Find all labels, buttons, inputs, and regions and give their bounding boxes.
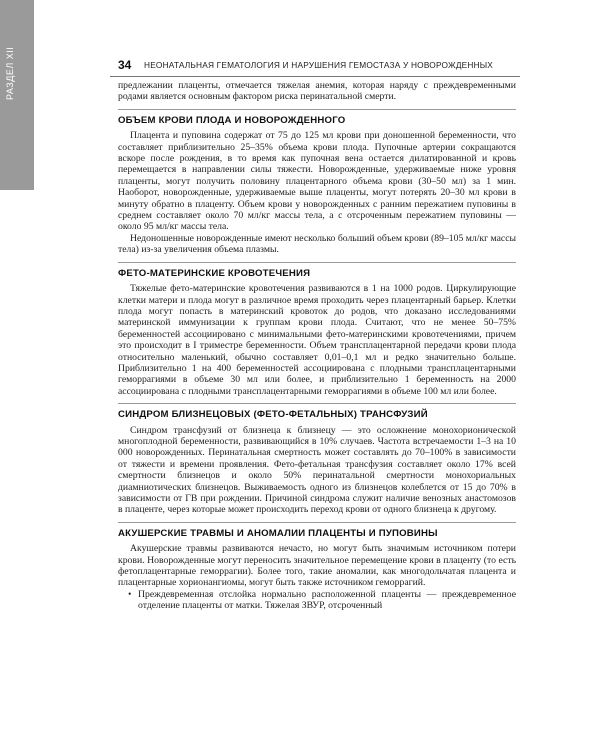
page-number: 34 [118, 58, 132, 72]
header-divider [110, 76, 520, 77]
bullet-item [118, 589, 516, 612]
section-side-tab [0, 0, 34, 190]
body-paragraph: Тяжелые фето-материнские кровотечения развиваются в 1 на 1000 родов. Циркулирующие клетки матери и плода могут в различное время проходить через плацентарный барьер. Клетки плода могут попасть в материнский кровоток до родов, что доказано исследованиями материнской иммунизации к группам крови плода. Считают, что не менее 50–75% беременностей ассоциировано с минимальными фето-материнскими кровотечениями, причем это происходит в I триместре беременности. Объем трансплацентарной передачи крови плода относительно маленький, обычно составляет 0,01–0,1 мл и редко значительно больше. Приблизительно 1 на 400 беременностей ассоциирована с плодными трансплацентарными геморрагиями в объеме 30 мл или более, и приблизительно 1 беременность на 2000 ассоциирована с плодными трансплацентарными геморрагиями в объеме 100 мл или более. [118, 283, 516, 397]
section-side-label: РАЗДЕЛ XII [5, 46, 15, 100]
page-header [118, 58, 518, 72]
section-heading-blood-volume: ОБЪЕМ КРОВИ ПЛОДА И НОВОРОЖДЕННОГО [118, 109, 516, 126]
section-heading-twin-transfusion: СИНДРОМ БЛИЗНЕЦОВЫХ (ФЕТО-ФЕТАЛЬНЫХ) ТРАНСФУЗИЙ [118, 403, 516, 420]
body-paragraph: Недоношенные новорожденные имеют несколько больший объем крови (89–105 мл/кг массы тела) из-за увеличения объема плазмы. [118, 232, 516, 256]
running-title: НЕОНАТАЛЬНАЯ ГЕМАТОЛОГИЯ И НАРУШЕНИЯ ГЕМОСТАЗА У НОВОРОЖДЕННЫХ [144, 60, 494, 70]
body-paragraph: Синдром трансфузий от близнеца к близнецу — это осложнение монохорионической многоплодной беременности, развивающийся в 10% случаев. Частота встречаемости 1–3 на 10 000 новорожденных. Перинатальная смертность может составлять до 70–100% в зависимости от тяжести и времени проявления. Фето-фетальная трансфузия составляет около 17% всей смертности близнецов и около 50% перинатальной смертности монохориальных диамниотических близнецов. Выживаемость одного из близнецов колеблется от 15 до 70% в зависимости от ГВ при рождении. Причиной синдрома служит наличие венозных анастомозов в плаценте, через которые может происходить переход крови от одного близнеца к другому. [118, 424, 516, 516]
bullet-dot-icon: • [128, 588, 132, 600]
intro-paragraph: предлежании плаценты, отмечается тяжелая анемия, которая наряду с преждевременными родами является основным фактором риска перинатальной смерти. [118, 80, 516, 103]
page-body [118, 80, 516, 612]
section-heading-obstetric-trauma: АКУШЕРСКИЕ ТРАВМЫ И АНОМАЛИИ ПЛАЦЕНТЫ И ПУПОВИНЫ [118, 522, 516, 539]
section-heading-feto-maternal: ФЕТО-МАТЕРИНСКИЕ КРОВОТЕЧЕНИЯ [118, 262, 516, 279]
body-paragraph: Акушерские травмы развиваются нечасто, но могут быть значимым источником потери крови. Новорожденные могут переносить значительное перемещение крови в плаценту (то есть фетоплацентарные геморрагии). Более того, такие аномалии, как многодольчатая плацента и плацентарные хорионангиомы, могут быть также источником геморрагий. [118, 543, 516, 589]
bullet-text: Преждевременная отслойка нормально расположенной плаценты — преждевременное отделение плаценты от матки. Тяжелая ЗВУР, отсроченный [138, 588, 516, 612]
body-paragraph: Плацента и пуповина содержат от 75 до 125 мл крови при доношенной беременности, что составляет приблизительно 25–35% объема крови плода. Пупочные артерии сокращаются вскоре после рождения, в то время как пупочная вена остается дилатированной и кровь перемещается в направлении силы тяжести. Новорожденные, удерживаемые ниже уровня плаценты, могут получить половину плацентарного объема крови (30–50 мл) за 1 мин. Наоборот, новорожденные, удерживаемые выше плаценты, могут потерять 20–30 мл крови в минуту обратно в плаценту. Объем крови у новорожденных с ранним пережатием пуповины в среднем составляет около 70 мл/кг массы тела, а с отсроченным пережатием пуповины — около 95 мл/кг массы тела. [118, 130, 516, 233]
